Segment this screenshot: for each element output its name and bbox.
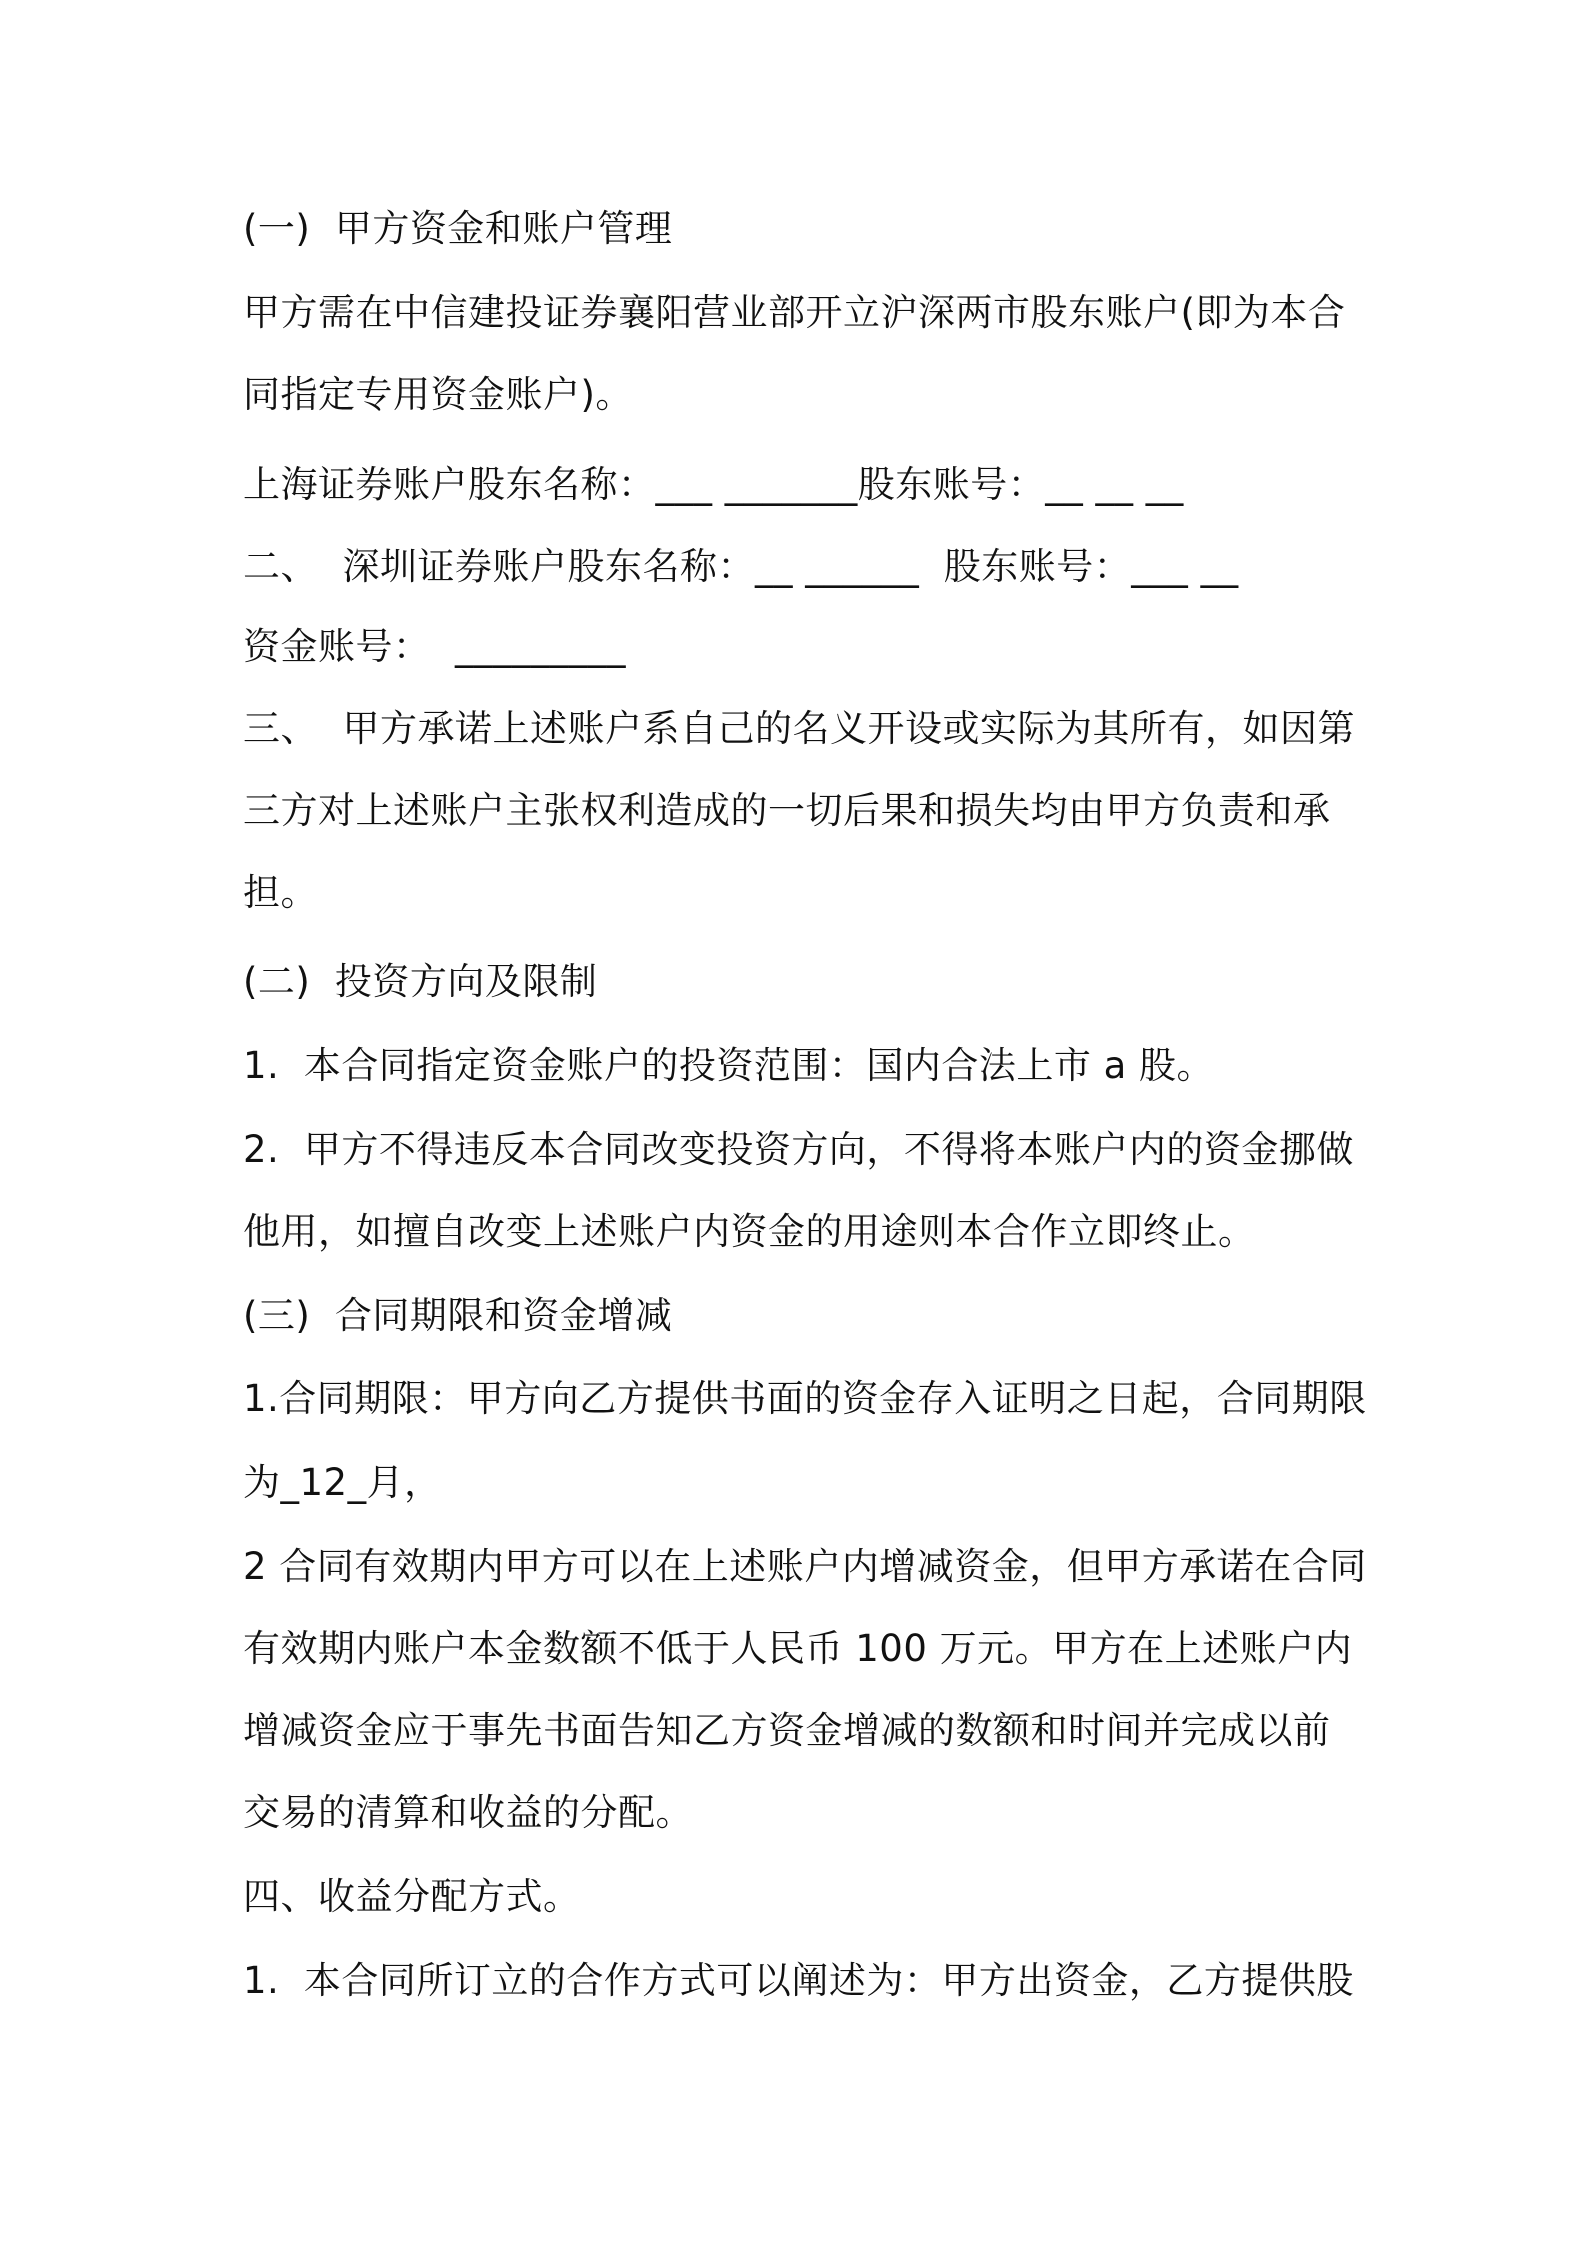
paragraph-line: 有效期内账户本金数额不低于人民币 100 万元。甲方在上述账户内	[243, 1627, 1353, 1670]
section-heading-4: 四、收益分配方式。	[243, 1875, 581, 1918]
paragraph-line: 担。	[243, 871, 318, 914]
paragraph-line: 同指定专用资金账户)。	[243, 373, 633, 416]
paragraph-line: 1. 本合同所订立的合作方式可以阐述为：甲方出资金，乙方提供股	[243, 1959, 1354, 2002]
paragraph-line: 上海证券账户股东名称：___ _______股东账号：__ __ __	[243, 463, 1184, 506]
paragraph-line: 甲方需在中信建投证券襄阳营业部开立沪深两市股东账户(即为本合	[243, 291, 1346, 334]
paragraph-line: 2 合同有效期内甲方可以在上述账户内增减资金，但甲方承诺在合同	[243, 1545, 1367, 1588]
section-heading-3: (三) 合同期限和资金增减	[243, 1294, 673, 1337]
paragraph-line: 三方对上述账户主张权利造成的一切后果和损失均由甲方负责和承	[243, 789, 1331, 832]
paragraph-line: 三、 甲方承诺上述账户系自己的名义开设或实际为其所有，如因第	[243, 707, 1356, 750]
paragraph-line: 他用，如擅自改变上述账户内资金的用途则本合作立即终止。	[243, 1210, 1256, 1253]
paragraph-line: 1.合同期限：甲方向乙方提供书面的资金存入证明之日起，合同期限	[243, 1377, 1367, 1420]
paragraph-line: 2. 甲方不得违反本合同改变投资方向，不得将本账户内的资金挪做	[243, 1128, 1354, 1171]
paragraph-line: 1. 本合同指定资金账户的投资范围：国内合法上市 a 股。	[243, 1044, 1215, 1087]
section-heading-2: (二) 投资方向及限制	[243, 960, 598, 1003]
paragraph-line: 资金账号： _________	[243, 625, 627, 668]
paragraph-line: 交易的清算和收益的分配。	[243, 1791, 693, 1834]
paragraph-line: 为_12_月，	[243, 1461, 442, 1504]
paragraph-line: 增减资金应于事先书面告知乙方资金增减的数额和时间并完成以前	[243, 1709, 1331, 1752]
section-heading-1: (一) 甲方资金和账户管理	[243, 207, 673, 250]
paragraph-line: 二、 深圳证券账户股东名称：__ ______ 股东账号：___ __	[243, 545, 1239, 588]
